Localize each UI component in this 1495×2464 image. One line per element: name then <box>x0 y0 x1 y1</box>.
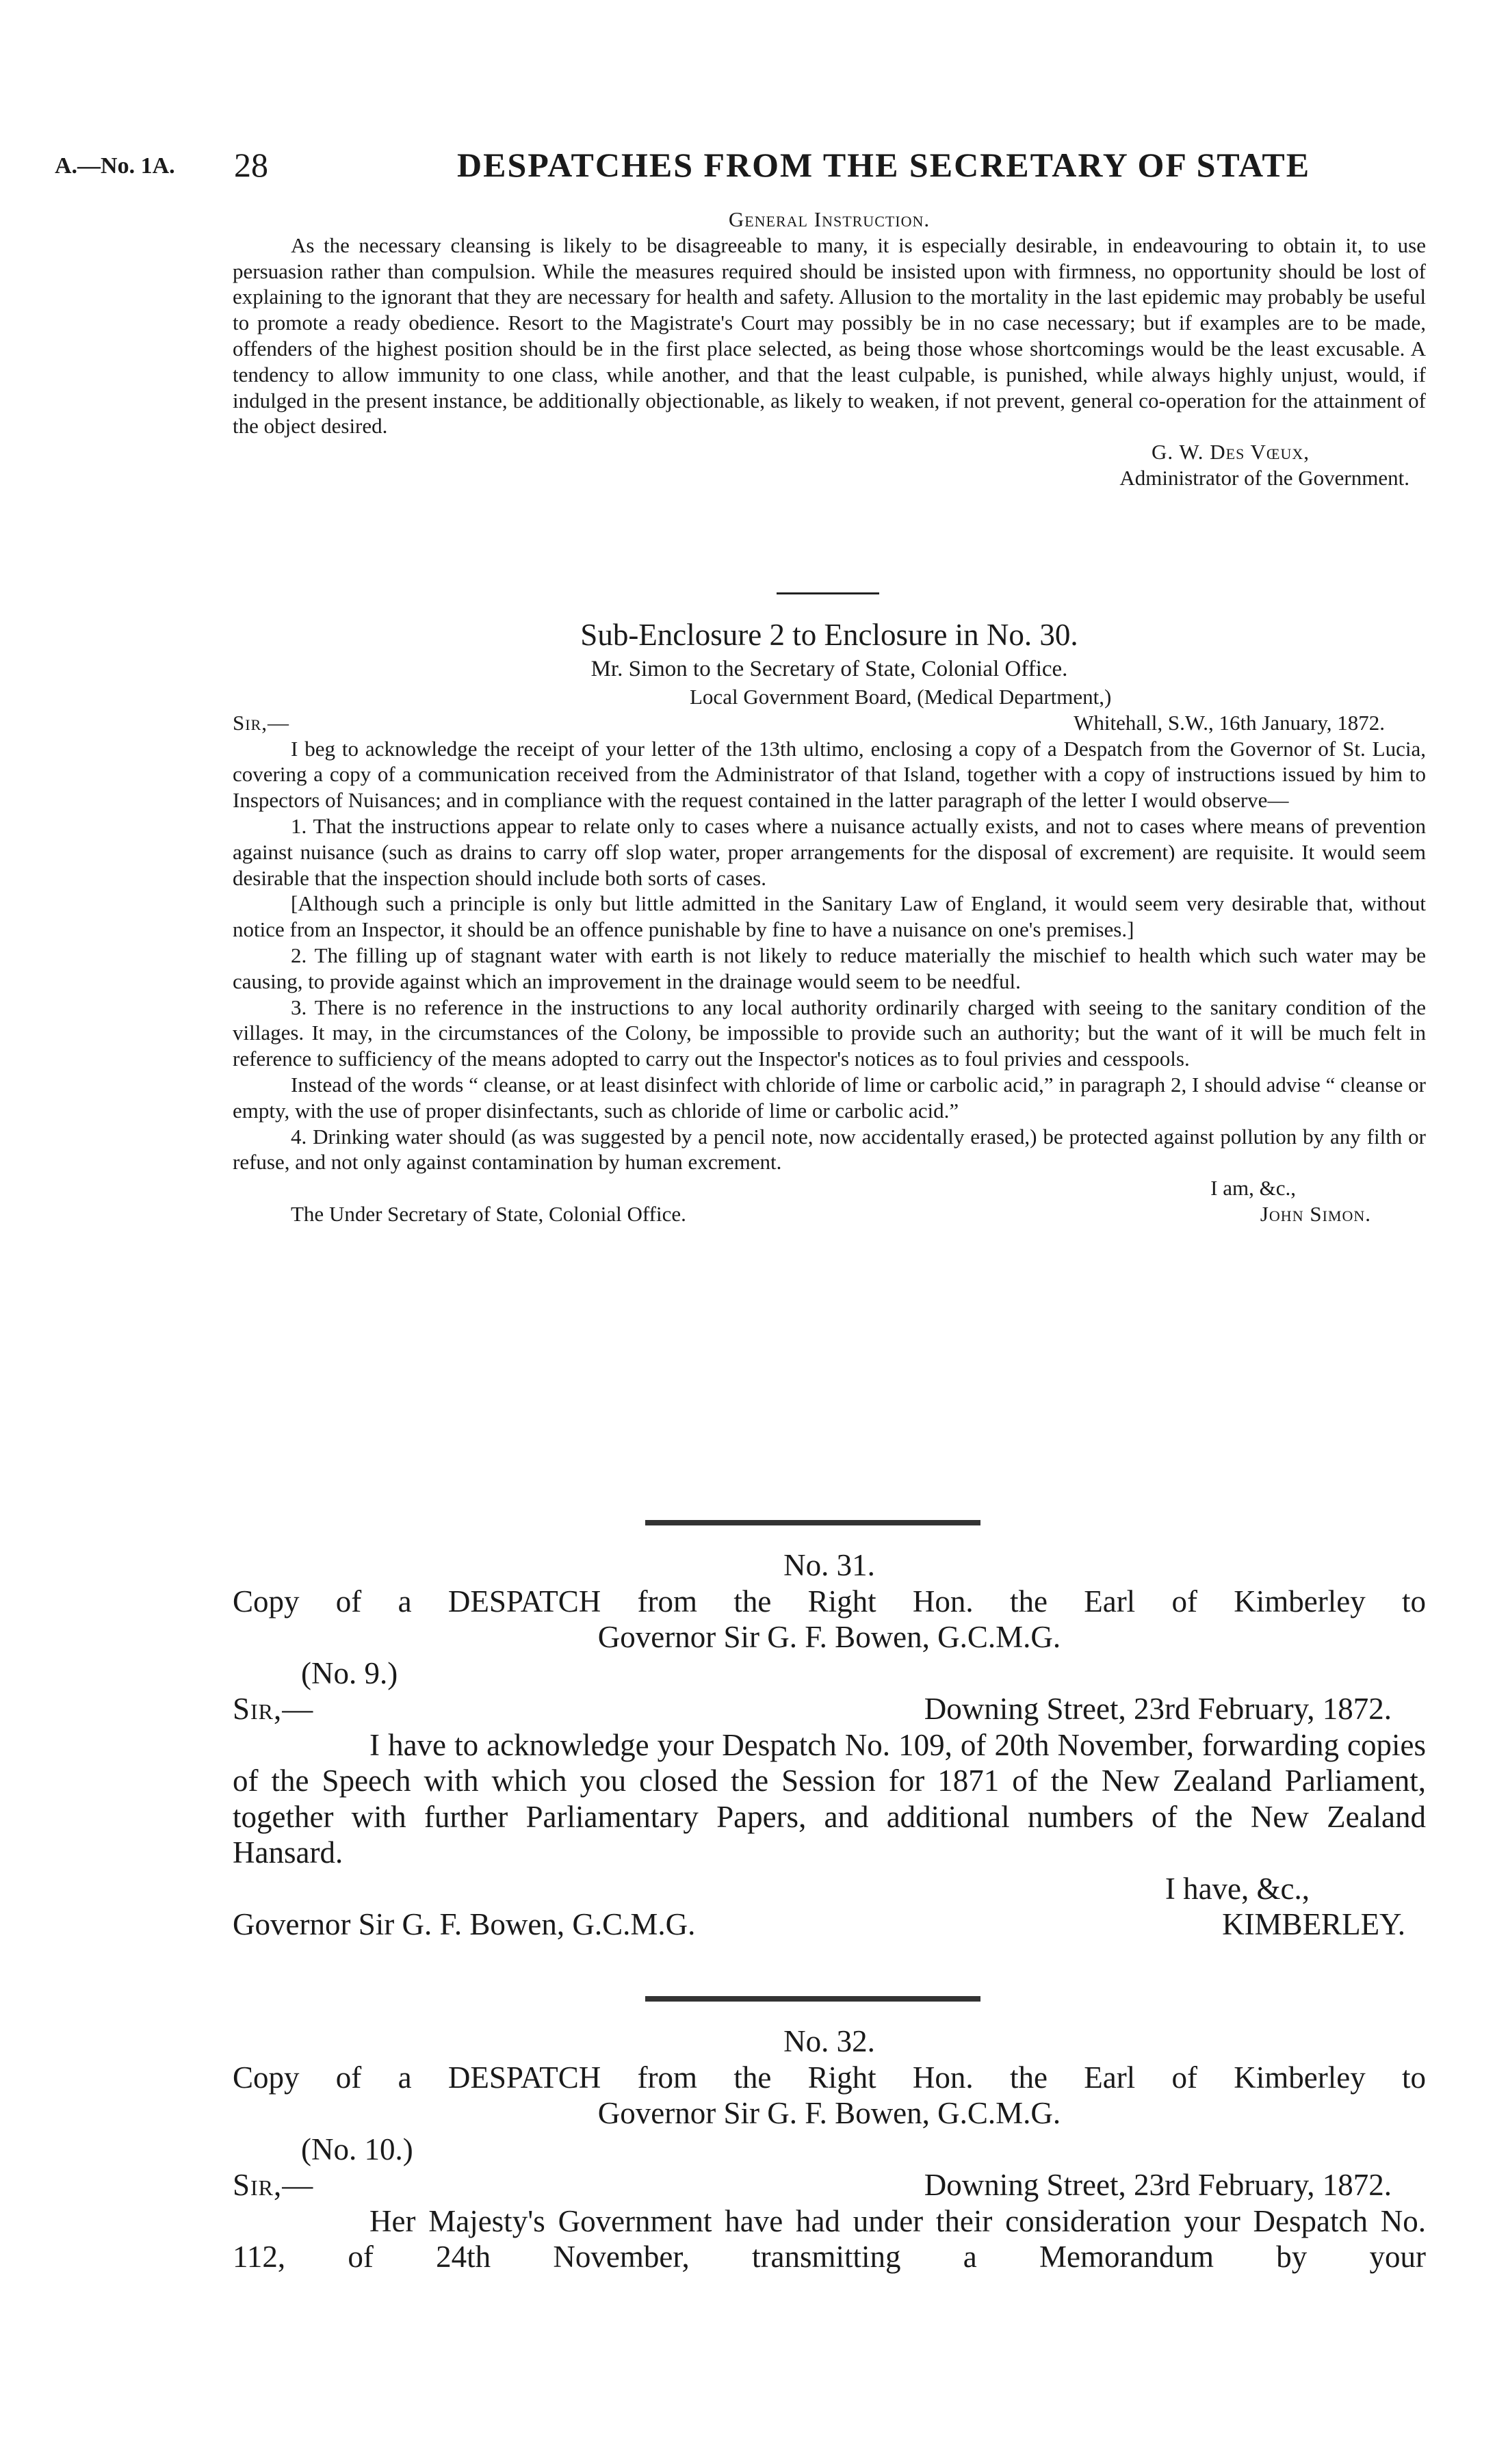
sender-address-line1: Local Government Board, (Medical Department,) <box>690 685 1112 709</box>
general-instruction-heading: General Instruction. <box>728 207 931 231</box>
running-title: DESPATCHES FROM THE SECRETARY OF STATE <box>457 146 1311 184</box>
addressee: Governor Sir G. F. Bowen, G.C.M.G. <box>233 1907 696 1941</box>
thick-divider <box>645 1996 980 2002</box>
despatch-ref: (No. 9.) <box>301 1655 398 1690</box>
kimberley-signature: KIMBERLEY. <box>1222 1907 1405 1941</box>
despatch-addressee-row <box>233 1906 1426 1943</box>
running-header <box>55 145 1416 193</box>
despatch-heading-line1: Copy of a DESPATCH from the Right Hon. the Earl of Kimberley to <box>233 1584 1426 1618</box>
despatch-closing: I have, &c., <box>1165 1871 1310 1906</box>
despatch-ref: (No. 10.) <box>301 2132 413 2166</box>
despatch-date: Downing Street, 23rd February, 1872. <box>924 2168 1392 2202</box>
despatch-number: No. 31. <box>783 1548 875 1582</box>
letter-paragraph: Instead of the words “ cleanse, or at least disinfect with chloride of lime or carbolic acid,” in paragraph 2, I should advise “ cleanse or empty, with the use of proper disinfectants, such as chloride of lime or carbolic acid.” <box>233 1072 1426 1123</box>
despatch-heading-line2: Governor Sir G. F. Bowen, G.C.M.G. <box>597 2096 1061 2130</box>
letter-paragraph: 3. There is no reference in the instructions to any local authority ordinarily charged with seeing to the sanitary condition of the villages. It may, in the circumstances of the Colony, be impossible to provide such an authority; but the want of it will be much felt in reference to sufficiency of the means adopted to carry out the Inspector's notices as to foul privies and cesspools. <box>233 995 1426 1071</box>
despatch-date: Downing Street, 23rd February, 1872. <box>924 1692 1392 1726</box>
simon-signature: John Simon. <box>1260 1201 1371 1226</box>
despatch-31-section <box>233 1547 1426 1943</box>
addressee-row <box>233 1201 1426 1227</box>
sub-enclosure-section <box>233 616 1426 1227</box>
despatch-salutation-row <box>233 2167 1426 2203</box>
addressee: The Under Secretary of State, Colonial Office. <box>291 1201 686 1226</box>
salutation-row <box>233 710 1426 736</box>
letter-closing: I am, &c., <box>1210 1176 1296 1201</box>
despatch-heading-line1: Copy of a DESPATCH from the Right Hon. the Earl of Kimberley to <box>233 2060 1426 2095</box>
sub-enclosure-heading: Sub-Enclosure 2 to Enclosure in No. 30. <box>580 618 1078 652</box>
salutation: Sir,— <box>233 710 289 735</box>
page-number: 28 <box>234 146 268 184</box>
despatch-salutation-row <box>233 1691 1426 1727</box>
despatch-body: Her Majesty's Government have had under their consideration your Despatch No. 112, of 24th November, transmitting a Memorandum by your <box>233 2203 1426 2274</box>
letter-paragraph: I beg to acknowledge the receipt of your letter of the 13th ultimo, enclosing a copy of a Despatch from the Governor of St. Lucia, covering a copy of a communication received from the Administrator of that Island, together with a copy of instructions issued by him to Inspectors of Nuisances; and in compliance with the request contained in the latter paragraph of the letter I would observe— <box>233 736 1426 813</box>
letter-paragraph: 2. The filling up of stagnant water with earth is not likely to reduce materially the mischief to health which such water may be causing, to provide against which an improvement in the drainage would seem to be needful. <box>233 943 1426 993</box>
salutation: Sir,— <box>233 2168 314 2202</box>
salutation: Sir,— <box>233 1692 314 1726</box>
letter-paragraph: [Although such a principle is only but little admitted in the Sanitary Law of England, it would seem very desirable that, without notice from an Inspector, it should be an offence punishable by fine to have a nuisance on one's premises.] <box>233 891 1426 942</box>
section-divider <box>777 592 879 594</box>
des-voeux-signature: G. W. Des Vœux, <box>1152 440 1310 464</box>
thick-divider <box>645 1520 980 1525</box>
despatch-32-section <box>233 2023 1426 2275</box>
sender-address-line2: Whitehall, S.W., 16th January, 1872. <box>1074 710 1385 735</box>
paper-code: A.—No. 1A. <box>55 153 175 179</box>
des-voeux-title: Administrator of the Government. <box>1119 465 1409 490</box>
despatch-number: No. 32. <box>783 2024 875 2058</box>
despatch-heading-line2: Governor Sir G. F. Bowen, G.C.M.G. <box>597 1620 1061 1654</box>
general-instruction-section <box>233 207 1426 491</box>
despatch-body: I have to acknowledge your Despatch No. 109, of 20th November, forwarding copies of the Speech with which you closed the Session for 1871 of the New Zealand Parliament, together with further Parliamentary Papers, and additional numbers of the New Zealand Hansard. <box>233 1727 1426 1870</box>
sub-enclosure-subheading: Mr. Simon to the Secretary of State, Colonial Office. <box>590 657 1068 681</box>
letter-paragraph: 1. That the instructions appear to relate only to cases where a nuisance actually exists, and not to cases where means of prevention against nuisance (such as drains to carry off slop water, proper arrangements for the disposal of excrement) are requisite. It would seem desirable that the inspection should include both sorts of cases. <box>233 813 1426 890</box>
letter-paragraph: 4. Drinking water should (as was suggested by a pencil note, now accidentally erased,) be protected against pollution by any filth or refuse, and not only against contamination by human excrement. <box>233 1124 1426 1175</box>
general-instruction-body: As the necessary cleansing is likely to be disagreeable to many, it is especially desirable, in endeavouring to obtain it, to use persuasion rather than compulsion. While the measures required should be insisted upon with firmness, no opportunity should be lost of explaining to the ignorant that they are necessary for health and safety. Allusion to the mortality in the last epidemic may probably be useful to promote a ready obedience. Resort to the Magistrate's Court may possibly be in no case necessary; but if examples are to be made, offenders of the highest position should be in the first place selected, as being those whose shortcomings would be the least excusable. A tendency to allow immunity to one class, while another, and that the least culpable, is punished, while always highly unjust, would, if indulged in the present instance, be additionally objectionable, as likely to weaken, if not prevent, general co-operation for the attainment of the object desired. <box>233 233 1426 438</box>
